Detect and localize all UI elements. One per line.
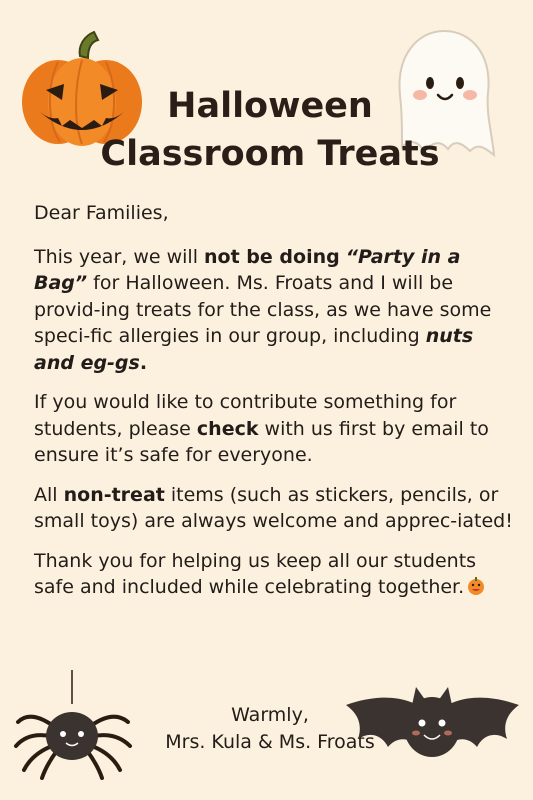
p1-text-a: This year, we will (34, 245, 205, 268)
p2-text-a: If you would like to contribute something for students, please (34, 391, 457, 440)
paragraph-non-treat (34, 482, 514, 535)
p4-text: Thank you for helping us keep all our students safe and included while celebrating together. (34, 549, 477, 598)
greeting: Dear Families, (34, 202, 169, 224)
title-line-1: Halloween (167, 86, 373, 126)
paragraph-party-in-a-bag (34, 244, 514, 377)
bat-icon (340, 675, 525, 775)
title-line-2: Classroom Treats (100, 134, 440, 174)
signature-names: Mrs. Kula & Ms. Froats (165, 731, 375, 753)
p1-text-e: for Halloween. Ms. Froats and I will be provid-ing treats for the class, as we have some speci-fic allergies in our group, including (34, 272, 492, 347)
p1-allergens: nuts and eg-gs (34, 325, 474, 374)
p3-text-c: items (such as stickers, pencils, or small toys) are always welcome and apprec-iated! (34, 483, 513, 532)
spider-icon (12, 670, 137, 780)
p2-bold: check (196, 417, 259, 440)
p3-bold: non-treat (63, 483, 165, 506)
pumpkin-emoji-icon (466, 576, 486, 596)
p1-period: . (139, 351, 148, 374)
paragraph-contribute (34, 389, 514, 469)
p1-bold: not be doing (204, 245, 340, 268)
p3-text-a: All (34, 483, 64, 506)
paragraph-thank-you (34, 548, 514, 601)
closing: Warmly, (231, 704, 309, 726)
p1-party-name: “Party in a Bag” (34, 245, 461, 294)
p2-text-c: with us first by email to ensure it’s safe for everyone. (34, 417, 489, 466)
page-title (60, 82, 480, 178)
letter-body (34, 200, 514, 614)
